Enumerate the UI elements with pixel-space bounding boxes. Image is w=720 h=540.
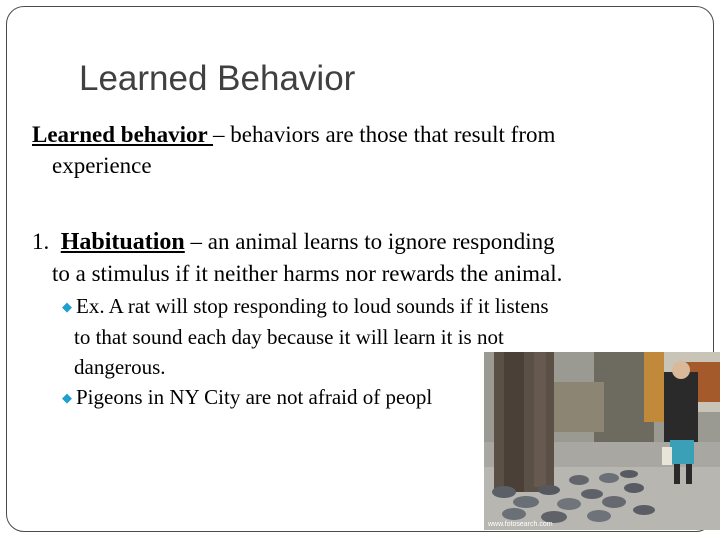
definition-paragraph (32, 119, 652, 181)
point-1-text-line2: to a stimulus if it neither harms nor rewards the animal. (52, 261, 563, 286)
sub-bullet-1-line3: dangerous. (74, 355, 166, 379)
sub-bullet-2-line1: Pigeons in NY City are not afraid of peopl (76, 385, 433, 409)
definition-text-line1: – behaviors are those that result from (213, 122, 556, 147)
photo-illustration (484, 352, 720, 530)
bullet-icon: ◆ (62, 299, 72, 314)
definition-term: Learned behavior (32, 122, 214, 147)
sub-bullet-1-line1: Ex. A rat will stop responding to loud sounds if it listens (76, 294, 549, 318)
point-1-number: 1. (32, 229, 61, 254)
definition-text-line2: experience (52, 153, 152, 178)
point-1-term: Habituation (60, 229, 185, 255)
sub-bullet-1-line2: to that sound each day because it will learn it is not (74, 325, 504, 349)
pigeons-photo (484, 352, 720, 530)
point-1-text-line1: – an animal learns to ignore responding (184, 229, 555, 254)
photo-watermark: www.fotosearch.com (488, 521, 553, 528)
bullet-icon: ◆ (62, 390, 72, 405)
point-1-paragraph (32, 226, 652, 289)
sub-bullet-pigeons (62, 382, 492, 413)
slide-title: Learned Behavior (79, 59, 356, 98)
